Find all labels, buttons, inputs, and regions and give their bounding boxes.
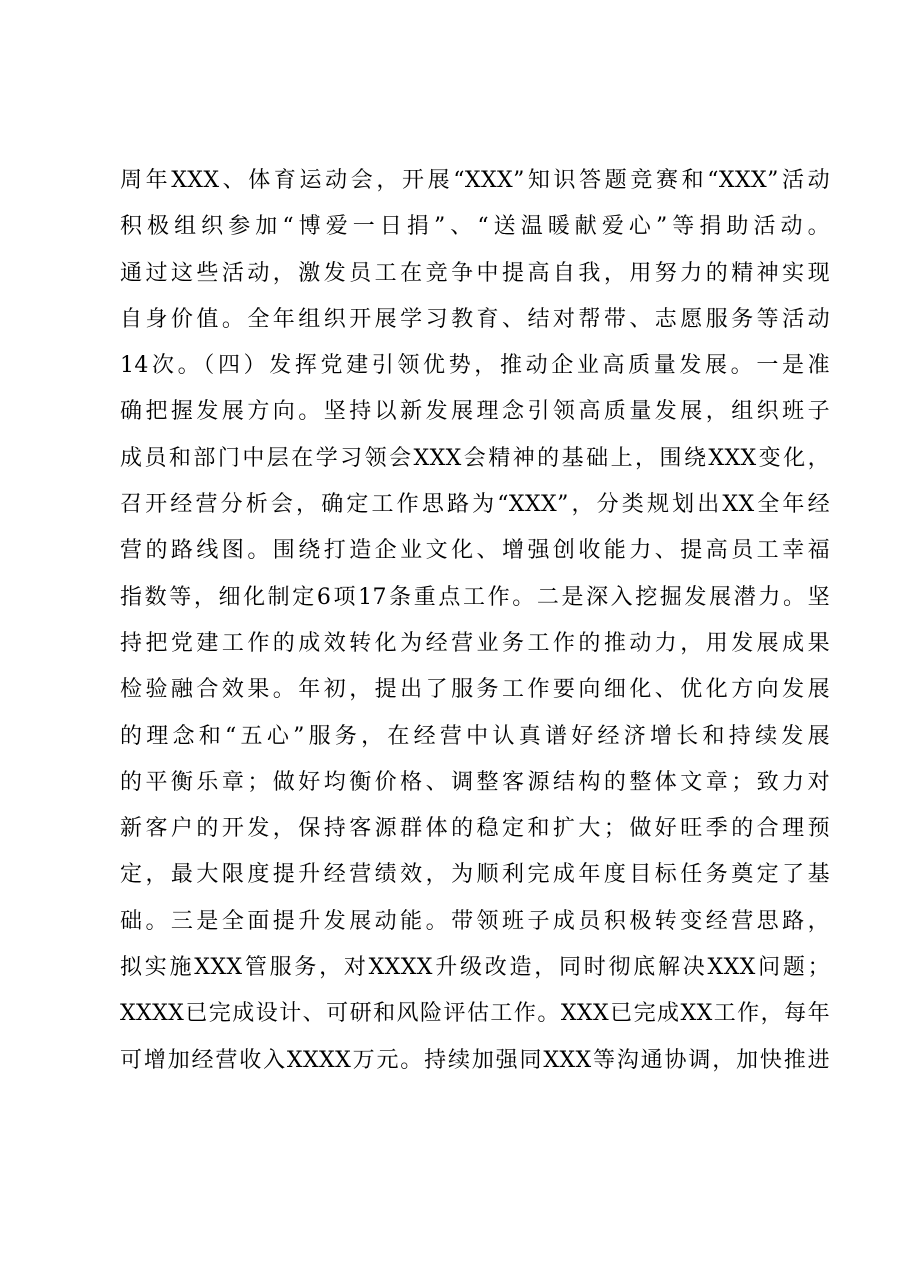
text-line-8: 召开经营分析会，确定工作思路为“XXX”，分类规划出XX全年经 [120, 492, 830, 518]
text-line-14: 的平衡乐章；做好均衡价格、调整客源结构的整体文章；致力对 [120, 769, 830, 795]
text-line-4: 自身价值。全年组织开展学习教育、结对帮带、志愿服务等活动 [120, 306, 830, 332]
text-line-1: 周年XXX、体育运动会，开展“XXX”知识答题竞赛和“XXX”活动 [120, 168, 830, 193]
text-line-16: 定，最大限度提升经营绩效，为顺利完成年度目标任务奠定了基 [120, 862, 830, 888]
text-line-20: 可增加经营收入XXXX万元。持续加强同XXX等沟通协调，加快推进 [120, 1047, 830, 1073]
text-line-9: 营的路线图。围绕打造企业文化、增强创收能力、提高员工幸福 [120, 538, 830, 564]
text-line-15: 新客户的开发，保持客源群体的稳定和扩大；做好旺季的合理预 [120, 816, 830, 842]
text-line-17: 础。三是全面提升发展动能。带领班子成员积极转变经营思路， [120, 908, 830, 934]
text-line-12: 检验融合效果。年初，提出了服务工作要向细化、优化方向发展 [120, 677, 830, 703]
text-line-10: 指数等，细化制定6项17条重点工作。二是深入挖掘发展潜力。坚 [120, 584, 830, 610]
text-line-11: 持把党建工作的成效转化为经营业务工作的推动力，用发展成果 [120, 630, 830, 656]
text-line-2: 积极组织参加“博爱一日捐”、“送温暖献爱心”等捐助活动。 [120, 214, 830, 240]
text-line-19: XXXX已完成设计、可研和风险评估工作。XXX已完成XX工作，每年 [120, 1001, 830, 1027]
text-line-6: 确把握发展方向。坚持以新发展理念引领高质量发展，组织班子 [120, 399, 830, 425]
text-line-13: 的理念和“五心”服务，在经营中认真谱好经济增长和持续发展 [120, 723, 830, 749]
text-line-7: 成员和部门中层在学习领会XXX会精神的基础上，围绕XXX变化， [120, 445, 830, 471]
text-line-3: 通过这些活动，激发员工在竞争中提高自我，用努力的精神实现 [120, 260, 830, 286]
text-line-5: 14次。（四）发挥党建引领优势，推动企业高质量发展。一是准 [120, 353, 830, 379]
text-line-18: 拟实施XXX管服务，对XXXX升级改造，同时彻底解决XXX问题； [120, 955, 830, 981]
body-paragraph [120, 158, 830, 1084]
